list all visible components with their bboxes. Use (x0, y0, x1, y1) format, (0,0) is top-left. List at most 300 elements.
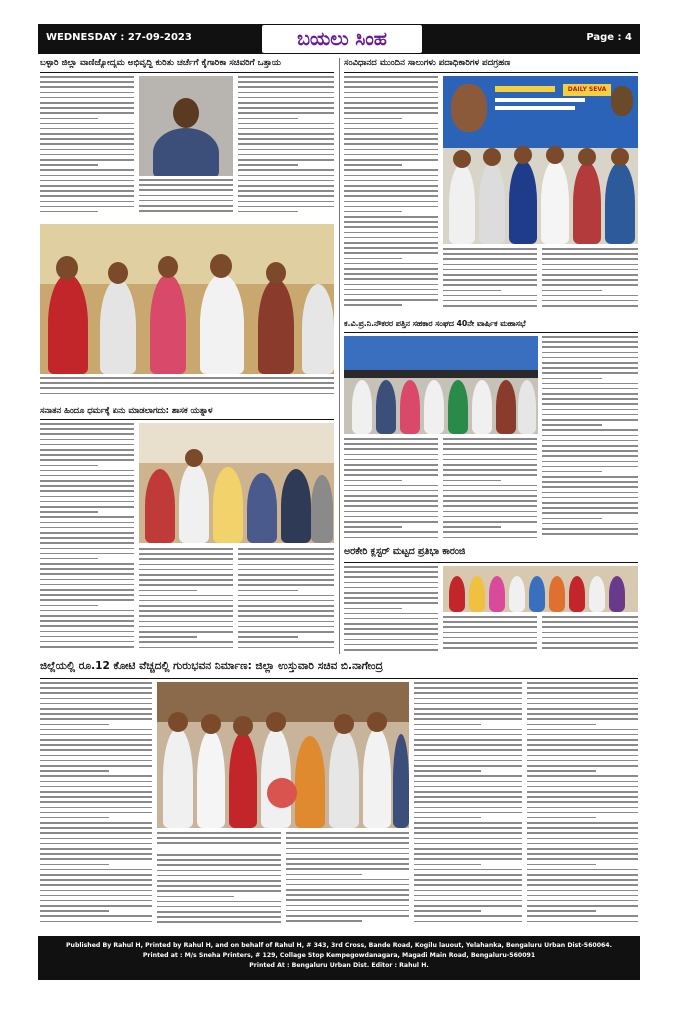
text-line (443, 469, 537, 471)
person-face (173, 98, 199, 128)
text-line (40, 858, 152, 860)
text-line (40, 900, 152, 902)
text-line (238, 626, 334, 628)
text-line (40, 848, 152, 850)
text-line (527, 729, 638, 731)
text-line (344, 505, 438, 507)
text-line (238, 81, 334, 83)
text-line (527, 884, 638, 886)
text-line (414, 858, 522, 860)
text-line (443, 454, 537, 456)
banner-label: DAILY SEVA (563, 84, 611, 96)
headline-sahakara: ಕ.ವಿ.ಪ್ರ.ನಿ.ನೌಕರರ ಪತ್ತಿನ ಸಹಕಾರ ಸಂಘದ 40ನೇ ವಾರ್ಷಿಕ ಮಹಾಸಭೆ (344, 319, 526, 328)
text-line (286, 879, 409, 881)
person-figure (518, 380, 536, 434)
text-line (286, 874, 362, 876)
text-line (344, 92, 438, 94)
text-line (139, 610, 233, 612)
text-line (40, 770, 109, 772)
text-line (238, 138, 334, 140)
text-line (542, 486, 638, 488)
text-line (40, 739, 152, 741)
newspaper-page (38, 24, 640, 990)
text-line (157, 921, 281, 923)
person-figure (496, 380, 516, 434)
text-line (542, 284, 638, 286)
text-line (139, 647, 233, 649)
text-line (40, 118, 98, 120)
person-figure (509, 576, 525, 612)
text-line (40, 159, 134, 161)
text-line (344, 128, 438, 130)
text-line (344, 278, 438, 280)
text-line (40, 387, 334, 389)
person-figure (100, 279, 136, 374)
text-line (344, 175, 438, 177)
text-line (542, 357, 638, 359)
text-line (542, 253, 638, 255)
text-line (527, 915, 638, 917)
text-line (527, 817, 596, 819)
text-line (542, 258, 638, 260)
text-line (238, 112, 334, 114)
text-line (344, 511, 438, 513)
text-line (157, 901, 281, 903)
text-line (542, 419, 638, 421)
text-line (238, 553, 334, 555)
text-line (238, 206, 334, 208)
text-line (542, 492, 638, 494)
text-line (414, 921, 522, 923)
text-line (157, 842, 281, 844)
text-line (344, 118, 402, 120)
article-text (344, 76, 438, 314)
text-line (414, 915, 522, 917)
text-line (527, 708, 638, 710)
text-line (542, 533, 638, 535)
text-line (542, 626, 638, 628)
text-line (40, 175, 134, 177)
text-line (157, 880, 281, 882)
text-line (40, 511, 98, 513)
text-line (527, 921, 638, 923)
text-line (344, 102, 438, 104)
text-line (286, 899, 409, 901)
text-line (40, 749, 152, 751)
text-line (344, 226, 438, 228)
text-line (527, 682, 638, 684)
text-line (40, 843, 152, 845)
text-line (40, 573, 134, 575)
text-line (542, 341, 638, 343)
text-line (40, 92, 134, 94)
text-line (40, 123, 134, 125)
text-line (238, 631, 334, 633)
text-line (542, 409, 638, 411)
text-line (414, 900, 522, 902)
text-line (40, 81, 134, 83)
text-line (344, 587, 438, 589)
text-line (527, 770, 596, 772)
text-line (139, 569, 233, 571)
text-line (139, 548, 233, 550)
text-line (40, 206, 134, 208)
text-line (139, 579, 233, 581)
text-line (542, 466, 638, 468)
text-line (344, 608, 402, 610)
text-line (40, 143, 134, 145)
text-line (157, 859, 281, 861)
text-line (286, 905, 409, 907)
text-line (238, 579, 334, 581)
text-line (527, 801, 638, 803)
text-line (157, 854, 281, 856)
text-line (527, 755, 638, 757)
photo-caption (40, 377, 334, 399)
text-line (443, 253, 537, 255)
text-line (527, 910, 596, 912)
text-line (40, 475, 134, 477)
text-line (40, 610, 134, 612)
person-figure (295, 736, 325, 828)
text-line (157, 875, 281, 877)
text-line (238, 211, 298, 213)
text-line (139, 590, 197, 592)
text-line (286, 832, 409, 834)
text-line (139, 189, 233, 191)
text-line (238, 569, 334, 571)
text-line (527, 687, 638, 689)
text-line (238, 86, 334, 88)
text-line (527, 775, 638, 777)
text-line (40, 905, 152, 907)
text-line (414, 796, 522, 798)
person-face (514, 146, 532, 164)
text-line (527, 900, 638, 902)
text-line (139, 595, 233, 597)
text-line (527, 890, 638, 892)
text-line (414, 708, 522, 710)
text-line (414, 744, 522, 746)
text-line (414, 760, 522, 762)
headline-rule (40, 678, 638, 679)
person-face (546, 146, 564, 164)
text-line (286, 889, 409, 891)
text-line (40, 838, 152, 840)
text-line (238, 149, 334, 151)
text-line (40, 599, 134, 601)
text-line (527, 858, 638, 860)
article-text (344, 566, 438, 656)
text-line (443, 269, 537, 271)
text-line (238, 159, 334, 161)
text-line (542, 455, 638, 457)
text-line (40, 589, 134, 591)
text-line (344, 252, 438, 254)
person-figure (213, 467, 243, 543)
text-line (40, 584, 134, 586)
text-line (40, 522, 134, 524)
text-line (542, 372, 638, 374)
newspaper-title: ಬಯಲು ಸಿಂಹ (262, 25, 422, 53)
article-text (443, 438, 537, 542)
text-line (238, 564, 334, 566)
text-line (157, 870, 281, 872)
text-line (238, 123, 334, 125)
person-figure (281, 469, 311, 543)
text-line (40, 605, 98, 607)
person-figure (448, 380, 468, 434)
page-number: Page : 4 (586, 32, 632, 43)
text-line (40, 729, 152, 731)
text-line (157, 832, 281, 834)
text-line (40, 796, 152, 798)
text-line (344, 592, 438, 594)
text-line (344, 86, 438, 88)
text-line (40, 869, 152, 871)
text-line (40, 433, 134, 435)
text-line (344, 107, 438, 109)
text-line (414, 786, 522, 788)
text-line (40, 641, 134, 643)
person-face (611, 148, 629, 166)
text-line (542, 352, 638, 354)
text-line (414, 817, 481, 819)
text-line (40, 646, 134, 648)
text-line (238, 574, 334, 576)
text-line (238, 600, 334, 602)
text-line (40, 428, 134, 430)
text-line (157, 911, 281, 913)
person-face (108, 262, 128, 284)
text-line (40, 185, 134, 187)
text-line (40, 423, 134, 425)
text-line (443, 248, 537, 250)
text-line (238, 584, 334, 586)
text-line (40, 801, 152, 803)
event-photo (443, 566, 638, 612)
text-line (40, 480, 134, 482)
text-line (527, 905, 638, 907)
text-line (344, 76, 438, 78)
text-line (527, 822, 638, 824)
text-line (344, 566, 438, 568)
text-line (344, 247, 438, 249)
text-line (157, 916, 281, 918)
imprint-printer: Printed at : M/s Sneha Printers, # 129, Collage Stop Kempegowdanagara, Magadi Main Road, Bengaluru-560091 (142, 952, 536, 959)
person-face (210, 254, 232, 278)
text-line (344, 190, 438, 192)
text-line (157, 837, 281, 839)
text-line (40, 195, 134, 197)
article-text (443, 616, 537, 656)
text-line (344, 185, 438, 187)
text-line (542, 507, 638, 509)
text-line (542, 632, 638, 634)
text-line (238, 154, 334, 156)
text-line (344, 211, 402, 213)
text-line (40, 579, 134, 581)
text-line (527, 724, 596, 726)
person-figure (200, 274, 244, 374)
text-line (40, 532, 134, 534)
text-line (542, 450, 638, 452)
person-figure (549, 576, 565, 612)
person-figure (352, 380, 372, 434)
text-line (443, 647, 537, 649)
imprint-footer (38, 936, 640, 980)
text-line (527, 796, 638, 798)
text-line (139, 605, 233, 607)
text-line (344, 521, 438, 523)
text-line (40, 895, 152, 897)
text-line (238, 558, 334, 560)
text-line (527, 786, 638, 788)
text-line (542, 274, 638, 276)
text-line (527, 838, 638, 840)
text-line (542, 378, 602, 380)
headline-bellary: ಬಳ್ಳಾರಿ ಜಿಲ್ಲಾ ವಾಣಿಜ್ಯೋದ್ಯಮ ಅಭಿವೃದ್ಧಿ ಕುರಿತು ಚರ್ಚೆಗೆ ಕೈಗಾರಿಕಾ ಸಚಿವರಿಗೆ ಒತ್ತಾಯ (40, 58, 281, 68)
text-line (542, 398, 638, 400)
text-line (40, 470, 134, 472)
person-figure (609, 576, 625, 612)
text-line (443, 264, 537, 266)
text-line (344, 237, 438, 239)
text-line (139, 564, 233, 566)
text-line (238, 185, 334, 187)
text-line (40, 791, 152, 793)
text-line (286, 853, 409, 855)
person-face (266, 712, 286, 732)
text-line (238, 636, 298, 638)
text-line (40, 164, 98, 166)
text-line (40, 128, 134, 130)
headline-samvidhana: ಸಂವಿಧಾನದ ಮುಂದಿನ ಸಾಲುಗಳು ಪದಾಧಿಕಾರಿಗಳ ಪದಗ್ರಹಣ (344, 58, 511, 68)
text-line (139, 641, 233, 643)
text-line (238, 76, 334, 78)
text-line (542, 367, 638, 369)
text-line (40, 138, 134, 140)
article-text (40, 76, 134, 220)
text-line (344, 469, 438, 471)
text-line (40, 112, 134, 114)
text-line (527, 807, 638, 809)
text-line (542, 435, 638, 437)
text-line (40, 506, 134, 508)
text-line (344, 474, 438, 476)
text-line (40, 910, 109, 912)
text-line (527, 791, 638, 793)
text-line (542, 528, 638, 530)
text-line (542, 471, 602, 473)
text-line (542, 461, 638, 463)
text-line (139, 574, 233, 576)
text-line (40, 568, 134, 570)
text-line (414, 864, 481, 866)
text-line (40, 827, 152, 829)
text-line (238, 548, 334, 550)
text-line (238, 107, 334, 109)
text-line (40, 180, 134, 182)
text-line (542, 279, 638, 281)
text-line (139, 621, 233, 623)
text-line (40, 615, 134, 617)
text-line (238, 92, 334, 94)
article-text (443, 248, 537, 314)
headline-rule (40, 72, 334, 73)
text-line (344, 159, 438, 161)
text-line (40, 190, 134, 192)
text-line (344, 438, 438, 440)
text-line (40, 781, 152, 783)
event-photo (344, 336, 538, 434)
text-line (443, 480, 501, 482)
text-line (542, 647, 638, 649)
person-figure (150, 274, 186, 374)
text-line (527, 760, 638, 762)
text-line (157, 864, 281, 866)
text-line (527, 749, 638, 751)
text-line (344, 495, 438, 497)
person-face (201, 714, 221, 734)
text-line (542, 512, 638, 514)
masthead (38, 24, 640, 54)
person-figure (48, 274, 88, 374)
text-line (40, 775, 152, 777)
text-line (40, 687, 152, 689)
text-line (344, 268, 438, 270)
article-text (286, 832, 409, 930)
text-line (414, 895, 522, 897)
text-line (443, 642, 537, 644)
text-line (542, 403, 638, 405)
text-line (443, 474, 537, 476)
text-line (443, 521, 537, 523)
text-line (344, 164, 402, 166)
headline-rule (344, 332, 638, 333)
text-line (414, 890, 522, 892)
text-line (443, 616, 537, 618)
text-line (443, 464, 537, 466)
text-line (139, 636, 197, 638)
text-line (40, 890, 152, 892)
text-line (344, 526, 402, 528)
text-line (238, 169, 334, 171)
text-line (286, 868, 409, 870)
text-line (414, 729, 522, 731)
person-figure (489, 576, 505, 612)
text-line (414, 832, 522, 834)
text-line (238, 118, 298, 120)
text-line (40, 744, 152, 746)
text-line (40, 724, 109, 726)
headline-rule (40, 419, 334, 420)
text-line (527, 713, 638, 715)
person-figure (449, 164, 475, 244)
article-text (542, 336, 638, 542)
text-line (443, 279, 537, 281)
text-line (40, 563, 134, 565)
text-line (238, 102, 334, 104)
text-line (414, 739, 522, 741)
text-line (414, 812, 522, 814)
text-line (443, 459, 537, 461)
text-line (286, 915, 409, 917)
person-figure (472, 380, 492, 434)
text-line (542, 621, 638, 623)
text-line (40, 558, 98, 560)
text-line (157, 890, 281, 892)
